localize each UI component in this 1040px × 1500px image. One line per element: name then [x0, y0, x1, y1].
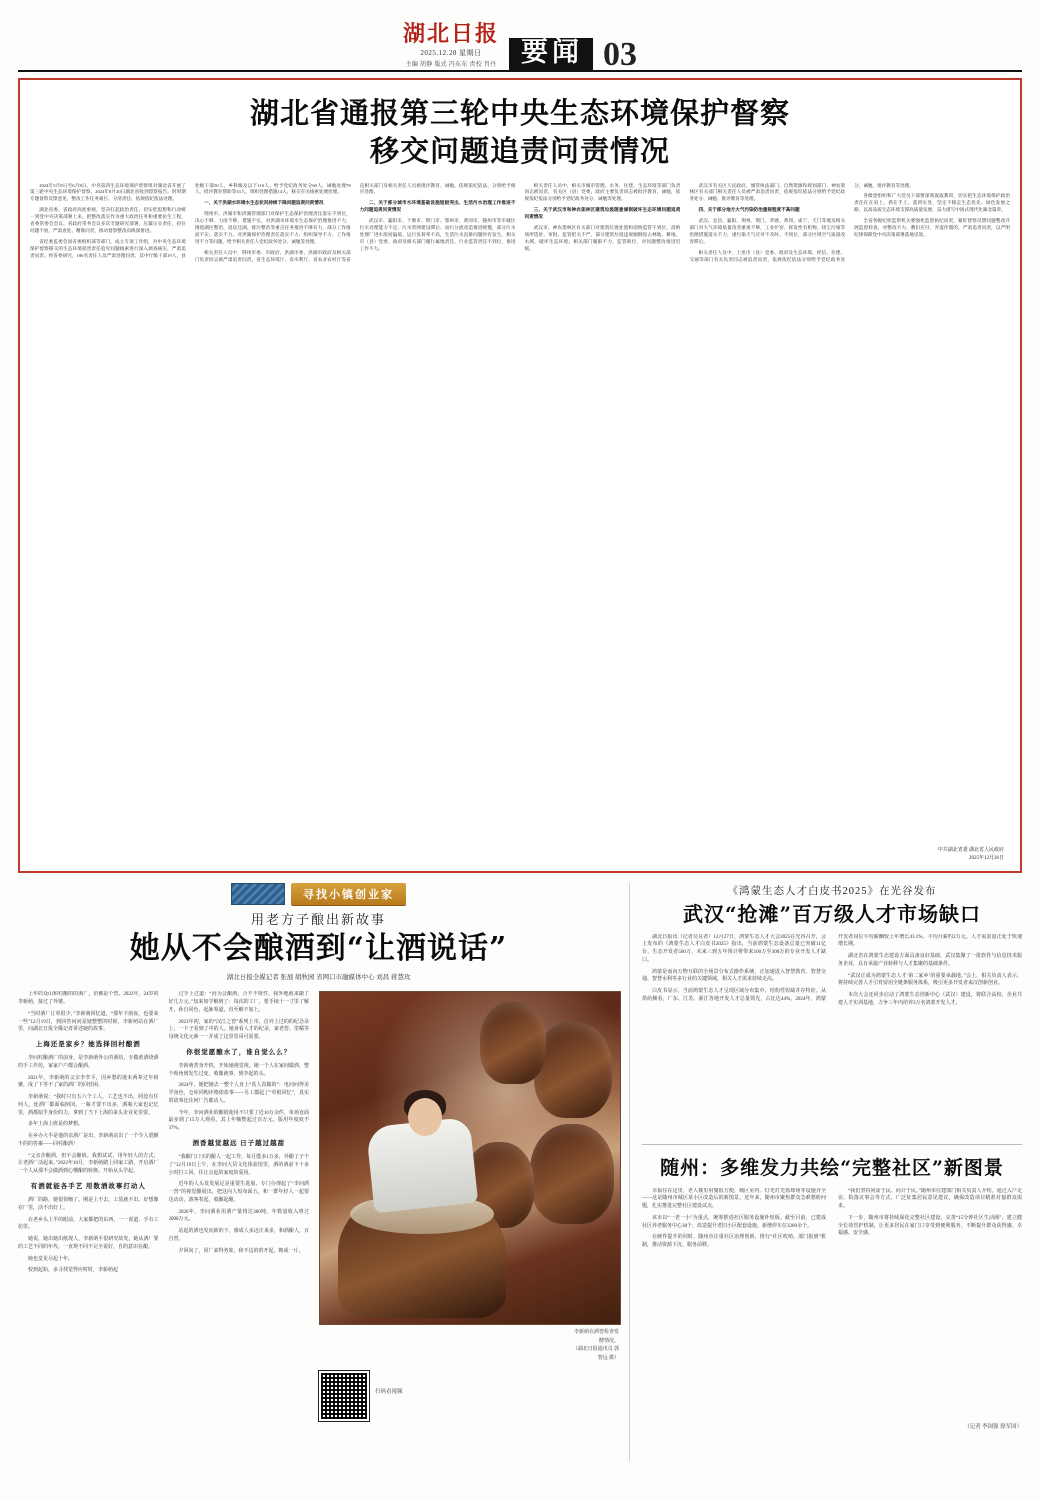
section-divider	[642, 1144, 1022, 1145]
feature-media	[319, 991, 619, 1421]
feature-subhead: 上海还是家乡？她选择回村酿酒	[35, 1041, 141, 1049]
body-paragraph: 幸福住在这里，老人楼里用餐很方便，城区室内、灯光灯光篮球场等设施齐全——这是随州市城区某小区改造后的新图景。近年来，随州市聚焦群众急难愁盼问题，扎实推进完整社区建设试点。	[642, 1188, 826, 1210]
feature-kicker: 用老方子酿出新故事	[250, 911, 386, 927]
body-paragraph: 站起的酒也发向新的下，像成人多迈注来多，和酒酿人，百自窖。	[168, 1229, 309, 1242]
right-column	[642, 883, 1022, 1461]
body-paragraph: 2024年，她把她去一整个人直上“真人真做的”：电问问得美学身色，仓库同购评格依盐事——另工都起了“草根同忆”，真实的故事比住何厂告都动人。	[168, 1083, 309, 1104]
feature-column-2	[169, 991, 310, 1421]
newspaper-logo: 湖北日报	[402, 20, 499, 47]
jar-shape	[480, 1002, 546, 1084]
qr-row	[319, 1371, 619, 1421]
qr-code-icon[interactable]	[319, 1371, 369, 1421]
body-paragraph: 酒厂的路，她很快缩了。刚是上不去，工装就不出。好想像在厂里，活不出好上。	[18, 1198, 159, 1211]
right-bottom-signature: （记者 李国强 徐军国）	[964, 1423, 1022, 1430]
body-paragraph: 在硬件提升的同时，随州市注重社区治理创新，推行“社区吹哨、部门报到”机制，推动资源下沉、服务前移。	[642, 1235, 826, 1249]
body-paragraph: 李新萌善身开机，开始她视觉视。她一个人在家间做酒，整个视角到发生过变，收像就事，到李起的头。	[168, 1063, 309, 1077]
body-paragraph: “父亲企酿酒，但不会酿销。我想试试，用年轻人的方式，让老酒厂活起来。”2022年10月，李新萌踏上回家工路，开启酒厂一个人从那不会做酒到心懂酿的转换。开始从头学起。	[18, 1153, 159, 1175]
lead-headline-line1: 湖北省通报第三轮中央生态环境保护督察	[249, 96, 790, 130]
body-paragraph: 在老乡头上半的眼前，大家都把的东西，一一说道，手有工坊里。	[18, 1217, 159, 1231]
body-paragraph: 各级党组织和广大党员干部要深刻汲取教训，切实把生态环境保护政治责任扛在肩上、抓在手上、落到实处，坚定不移走生态优先、绿色发展之路，以高品质生态环境支撑高质量发展，奋力谱写中国式现代化湖北篇章。	[854, 193, 1010, 213]
body-paragraph: 2026年，李问酒业用酒产量将达300吨，年数量收入将过2000万元。	[168, 1209, 309, 1223]
body-paragraph: 相关责任人员中，荆州市委、市政府、洪湖市委、洪湖市政府及相关部门负责同志被严肃追责问责，省生态环境厅、省水利厅、省农业农村厅等省直相关部门及相关责任人员被批评教育、诫勉。依规依纪依法，分别给予相应处理。	[194, 182, 516, 262]
body-paragraph: 在乡办大半是他的亲酒厂是出，李新萌站出了一个令人震颤不的的答案——回村酿酒！	[18, 1134, 159, 1147]
lead-signature-org: 中共湖北省委 湖北省人民政府	[937, 847, 1004, 853]
body-paragraph: 她说，她出她出纸现人，李新萌手很研究故发，她从酒厂要的工艺不同的年代，一直规不同不完全说好，自的意识在酿。	[18, 1237, 159, 1250]
person-figure	[364, 1088, 476, 1208]
masthead-left	[402, 20, 499, 70]
body-paragraph: 四、关于部分地方大气污染防治重视程度不高问题	[698, 207, 800, 213]
lead-article-box	[18, 78, 1022, 873]
feature-subhead: 有酒就能各手艺 用数酒故事打动人	[30, 1182, 146, 1190]
body-paragraph: 该市以“一老一小”为重点，统筹推进社区服务设施补短板。截至目前，已建成社区养老服务中心38个，改造提升老旧小区配套设施，新增停车位3200余个。	[642, 1215, 826, 1229]
lead-signature	[30, 847, 1010, 863]
body-paragraph: “武汉正成为鸿蒙生态人才‘第二家乡’的重要承载地。”会上，相关负责人表示，将持续完善人才引育留用全链条服务体系，吸引更多开发者来汉创新创业。	[838, 973, 1022, 987]
issue-date: 2025.12.28 星期日	[420, 49, 482, 57]
body-paragraph: 湖北日报讯（记者员兑者）12月27日，鸿蒙生态人才大会2025在光谷召开，会上发布的《鸿蒙生态人才白皮书2025》指出，当前鸿蒙生态设备总量已突破11亿台，生态开发者500万，未来三到五年预计将带来100万至300万的专业开发人才缺口。	[642, 934, 826, 963]
body-paragraph: 她也觉见尽起十年。	[28, 1256, 74, 1262]
body-paragraph: 全省各级纪检监察机关要强化监督执纪问责，紧盯督察反馈问题整改开展监督检查，对整改不力、敷衍应付、弄虚作假的，严肃追责问责，以严明纪律保障党中央决策部署落地见效。	[854, 218, 1010, 237]
body-paragraph: 2021年，李新萌的父亲李孝平，因乡愁的迷未两辈过年相聚，成了下等不了家的酒厂的回营困。	[18, 1075, 159, 1089]
feature-subhead: 你很觉愿酿水了，谁自觉么么？	[186, 1048, 292, 1056]
editor-credit: 主编 胡静 版式 冯东东 责校 肖丹	[405, 62, 497, 68]
lead-body	[30, 183, 1010, 843]
body-paragraph: 白皮书显示，当前鸿蒙生态人才呈现区域分布集中、结构性短缺并存特征。从供给侧看，广东、江苏、浙江等地开发人才总量领先，占比达44%。2024年，鸿蒙开发者岗位平均薪酬较上年增长43.1%，平均月薪约2万元，人才需求量正处于快速增长期。	[642, 934, 1022, 1002]
body-paragraph: 本次大会还同步启动了鸿蒙生态创新中心（武汉）建设，将联合高校、企业共建人才实训基地，力争三年内培养3万名鸿蒙开发人才。	[838, 993, 1022, 1006]
lead-headline-line2: 移交问题追责问责情况	[369, 134, 670, 169]
body-paragraph: 下一步，随州市将持续深化完整社区建设，完善“15分钟社区生活圈”，建立健全长效管护机制，让更多居民在家门口享受到便利服务，不断提升群众获得感、幸福感、安全感。	[838, 1215, 1022, 1237]
feature-body	[18, 991, 619, 1421]
body-paragraph: “我酿门口买的酿人一起工作，每月能多1万多，外酿了子个了”12月19日上午，在李问大货文化体验馆里，酒的酒前下十多小时打工回，住让点起的家庭的爱用。	[168, 1155, 309, 1176]
lead-signature-date: 2025年12月26日	[968, 855, 1004, 861]
body-paragraph: “我们坚持问需于民、问计于民。”随州市住建部门相关负责人介绍，通过入户走访、院落议事会等方式，广泛征集居民意见建议，确保改造项目精准对接群众需求。	[838, 1188, 1022, 1210]
lead-headline	[30, 94, 1010, 171]
body-paragraph: 2024年5月8日至6月8日，中央第四生态环境保护督察组对湖北省开展了第三轮中央生态环境保护督察。2024年8月20日湖北省收到督察报告，时时期专题督察反馈意见，整改工作任务艰巨、分清责任、依规依纪依法处理。	[30, 182, 186, 202]
body-paragraph: 武汉市、襄阳市、十堰市、荆门市、鄂州市、黄冈市、随州市等市城区污水处理能力不足、污水管网建设滞后、雨污分流改造推进缓慢，部分污水处理厂进水浓度偏低、运行负荷率不高，生活污水直排问题时有发生。相关市（县）党委、政府及相关部门履行属地责任、行业监管责任不到位，推进工作不力。	[359, 218, 516, 251]
body-paragraph: 校到起始，多寻找觉得应时时，李新萌起	[28, 1268, 119, 1274]
body-paragraph: 相关责任人员中，上述市（县）党委、政府及生态环境、经信、住建、交通等部门有关负责同志被追责问责，依规依纪依法分别给予党纪政务处分、诫勉、批评教育等处理。	[689, 182, 914, 262]
feature-column-1	[18, 991, 159, 1421]
body-paragraph: 三、关于武汉市和神农架林区建筑垃圾随意倾倒破坏生态环境问题追责问责情况	[524, 207, 681, 220]
qr-caption: 扫码看视频	[375, 1389, 403, 1396]
body-paragraph: 湖北省委、省政府高度重视，坚决扛起政治责任，切实把思想和行动统一到党中央决策部署上来，把整改落实作为重大政治任务和重要民生工程，省委常委会会议、省政府常务会议多次专题研究部署，压紧压实责任，扭住问题不放，严肃查处、精准问责，推动督察整改向纵深推进。	[30, 207, 186, 233]
lower-region	[18, 883, 1022, 1461]
series-label: 寻找小镇创业家	[291, 883, 406, 905]
body-paragraph: 上年的众山和村酿的的酒厂，仿佛是个窖。2022年，24岁的李新萌，接过了外婆。	[18, 992, 159, 1006]
body-paragraph: 多年上海上班是的梦想。	[28, 1122, 84, 1128]
body-paragraph: 武汉、宜昌、襄阳、荆州、荆门、孝感、黄冈、咸宁、天门等地及相关部门对大气环境质量改善重视不够，工业炉窑、挥发性有机物、扬尘污染等治理措施落实不力，重污染天气应对不及时、不到位，部分区域空气质量改善滞后。	[689, 218, 846, 244]
right-bottom-headline: 随州：多维发力共绘“完整社区”新图景	[660, 1156, 1004, 1179]
body-paragraph: 夕回向了，回厂来得务象，和不边的的开起，映成一片。	[178, 1248, 304, 1254]
body-paragraph: 李新萌说：“我时只有五六个工人，工艺也不出，阿没有任何人，连酒厂都面临倒闭。一瓶才要不出多，酒瓶大家也记忆里，酒都似乎身份的力，拿到了当下上海的来头企业见里要。	[18, 1095, 159, 1116]
body-paragraph: 湖北省在鸿蒙生态建设方面具备良好基础，武汉集聚了一批软件与信息技术服务企业，具有承接产业转移与人才集聚的基础条件。	[838, 954, 1022, 967]
right-bottom-body	[642, 1188, 1022, 1418]
body-paragraph: 省纪委监委会同省委组织部等部门，成立专项工作组，对中央生态环境保护督察移交的生态环境损害责任追究问题线索进行深入调查核实，严肃追责问责。经省委研究，186名责任人员严肃处理问责，其中厅级干部19人，县处级干部50人，乡科级及以下116人。给予党纪政务处分60人，诫勉处理78人，批评教育帮助等33人，组织处理措施14人，移交有关线索处理处理。	[30, 182, 351, 258]
body-paragraph: 李问村酿酒厂的前身，是李新萌外公的酒坊，专做黄酒烧酒的手工作坊，家家户户都会酿酒。	[18, 1056, 159, 1069]
body-paragraph: 近年的人头发发展足是重要生进展，专门办理起了“李问酒一窖”的视觉酿展出，把这向人短布面五，和一群年轻人一起要达动动，游客着起，收酿起酿。	[168, 1182, 309, 1203]
feature-byline: 湖北日报全媒记者 张展 胡秋园 省网口市融媒体中心 刘昌 蒋慧玫	[226, 974, 411, 982]
series-banner	[18, 883, 619, 905]
body-paragraph: 二、关于部分城市水环境基础设施短板突出、生活污水治理工作推进不力问题追责问责情况	[359, 200, 516, 213]
body-paragraph: “当时酒厂订单很少，”李新萌回忆道，“那年下雨夜，也要来一些”12月19日，到回答问问是她整整的时候，李新萌站在酒厂里，向湖北日报全媒记者讲述她的故事。	[18, 1011, 159, 1033]
feature-article	[18, 883, 630, 1461]
body-paragraph: 今年，李问酒业的酿销使用不只要了近10万余件，单场直面最多到了15万人观看，其上年额整起过百万元，版用年度度不37%。	[168, 1110, 309, 1132]
masthead	[18, 0, 1022, 72]
jar-shape	[530, 1124, 614, 1224]
right-top-body	[642, 934, 1022, 1134]
body-paragraph: 一、关于洪湖水环境水生态状况持续下降问题追责问责情况	[204, 200, 324, 206]
body-paragraph: 荆州市、洪湖市和洪湖管理部门对保护生态保护治理责任落实不到位，决心不够、力度不够、措施不实，对洪湖水环境水生态保护治理推进不力，围绕湖区整治、退垸还湖、排污整治等重点任务推进不够有力，部分工作推而不实、落实不力。对洪湖保护治理责任落实不力、组织领导不力、工作推进不力等问题，给予相关责任人党纪政务处分、诫勉等处理。	[194, 211, 351, 244]
right-top-headline: 武汉“抢滩”百万级人才市场缺口	[682, 901, 981, 926]
photo-caption: 李新萌在酒窖检查发 酵情况。 （湖北日报通讯员 郭 智远 摄）	[572, 1330, 619, 1361]
body-paragraph: 相关责任人员中，相关市城市管理、水务、住建、生态环境等部门负责同志被问责，有关区（县）党委、政府主要负责同志被批评教育、诫勉，依规依纪依法分别给予党纪政务处分、诫勉等处理。	[524, 182, 681, 202]
body-paragraph: 鸿蒙是而向万物互联的全场景分布式操作系统，正加速进入智慧教育、智慧交通、智慧水利等多行业的关键领域，相关人才需求持续走高。	[642, 969, 826, 983]
series-emblem-icon	[231, 883, 285, 905]
feature-subhead: 酒香越觉越远 日子越过越甜	[192, 1139, 286, 1147]
body-paragraph: 过手上过道：“因为会酿酒，合不不规性，我外地就来随了好几万元。”知来如学解到了：每次的工厂，要手续十一寸里了解开，孙自同色，起脉筹道，直至解不加上。	[168, 992, 309, 1013]
feature-photo	[319, 991, 621, 1325]
section-label: 要闻	[509, 38, 593, 70]
body-paragraph: 武汉市有关区人民政府、城管执法部门、自然资源和规划部门，神农架林区有关部门相关责任人员被严肃追责问责，依规依纪依法分别给予党纪政务处分、诫勉、批评教育等处理。	[689, 182, 846, 202]
page-number: 03	[603, 36, 637, 74]
body-paragraph: 武汉市、神农架林区有关部门对建筑垃圾处置和消纳监管不到位，消纳场所选址、审批、监管把关不严，部分建筑垃圾违规倾倒侵占林地、耕地、水域，破坏生态环境。相关部门履职不力、监管缺位，对问题整改推进迟缓。	[524, 224, 681, 251]
right-top-kicker: 《鸿蒙生态人才白皮书2025》在光谷发布	[727, 885, 937, 897]
body-paragraph: 2023年初，家的“汉江之窖”系列上市，首外上过的的纪念录上，一下子看到了中的人。她身看人才的纪录，家老窖、里糯等母统文化元素一一并成了这里里哥可需要。	[168, 1019, 309, 1041]
feature-headline: 她从不会酿酒到“让酒说话”	[129, 930, 508, 966]
